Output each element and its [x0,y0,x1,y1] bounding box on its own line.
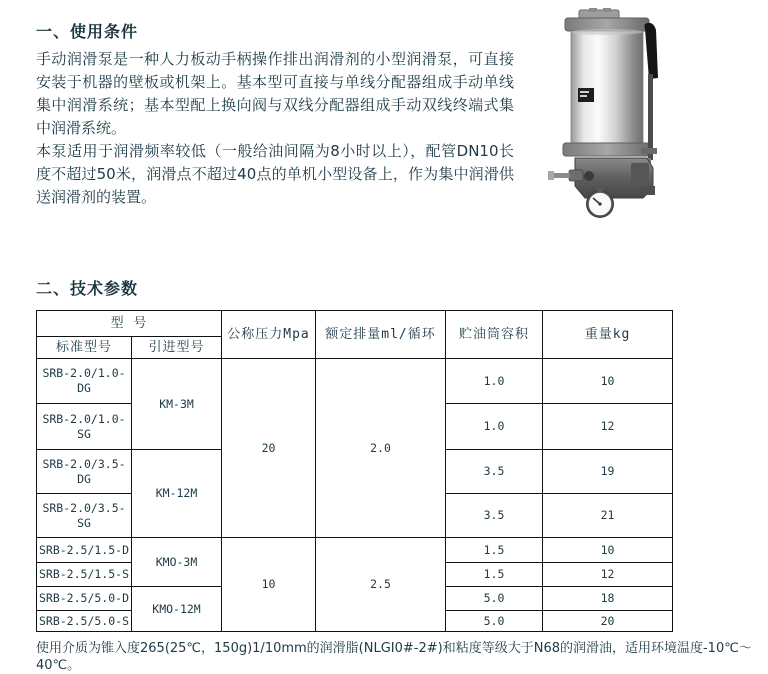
section1-heading: 一、使用条件 [36,22,139,41]
cell-standard-model: SRB-2.5/1.5-D [37,538,132,563]
cell-standard-model: SRB-2.5/5.0-D [37,587,132,611]
cell-weight: 10 [543,538,673,563]
cell-weight: 19 [543,450,673,494]
usage-paragraph-1: 手动润滑泵是一种人力板动手柄操作排出润滑剂的小型润滑泵，可直接安装于机器的壁板或机架上。基本型可直接与单线分配器组成手动单线集中润滑系统；基本型配上换向阀与双线分配器组成手动双线终端式集中润滑系统。 [36,50,514,137]
cell-capacity: 3.5 [446,450,543,494]
cell-standard-model: SRB-2.5/1.5-S [37,563,132,587]
cell-imported-model: KM-3M [132,359,222,450]
cell-imported-model: KM-12M [132,450,222,538]
medium-footnote: 使用介质为锥入度265(25℃，150g)1/10mm的润滑脂(NLGI0#-2#)和粘度等级大于N68的润滑油，适用环境温度-10℃～40℃。 [36,641,752,673]
cell-weight: 12 [543,563,673,587]
col-header-pressure: 公称压力Mpa [222,311,316,359]
cell-standard-model: SRB-2.0/3.5-DG [37,450,132,494]
usage-paragraph-2: 本泵适用于润滑频率较低（一般给油间隔为8小时以上），配管DN10长度不超过50米，润滑点不超过40点的单机小型设备上，作为集中润滑供送润滑剂的装置。 [36,142,514,206]
cell-displacement: 2.0 [316,359,446,538]
cell-standard-model: SRB-2.5/5.0-S [37,611,132,632]
table-row [37,538,673,563]
cell-weight: 12 [543,404,673,450]
col-header-displacement: 额定排量ml/循环 [316,311,446,359]
cell-weight: 20 [543,611,673,632]
cell-pressure: 20 [222,359,316,538]
cell-capacity: 3.5 [446,494,543,538]
col-header-model-group: 型 号 [37,311,222,337]
cell-capacity: 1.5 [446,538,543,563]
cell-standard-model: SRB-2.0/3.5-SG [37,494,132,538]
col-header-standard-model: 标准型号 [37,337,132,359]
cell-standard-model: SRB-2.0/1.0-SG [37,404,132,450]
cell-displacement: 2.5 [316,538,446,632]
col-header-capacity: 贮油筒容积 [446,311,543,359]
cell-weight: 18 [543,587,673,611]
pump-photo [545,8,675,223]
cell-weight: 21 [543,494,673,538]
cell-imported-model: KMO-12M [132,587,222,632]
cell-capacity: 5.0 [446,611,543,632]
cell-capacity: 1.5 [446,563,543,587]
cell-weight: 10 [543,359,673,404]
pump-illustration [545,8,675,223]
cell-capacity: 1.0 [446,404,543,450]
cell-pressure: 10 [222,538,316,632]
section2-heading: 二、技术参数 [36,279,139,298]
table-header-row-1 [37,311,673,337]
table-row [37,359,673,404]
col-header-weight: 重量kg [543,311,673,359]
spec-table [36,310,673,632]
cell-capacity: 5.0 [446,587,543,611]
cell-capacity: 1.0 [446,359,543,404]
col-header-imported-model: 引进型号 [132,337,222,359]
cell-standard-model: SRB-2.0/1.0-DG [37,359,132,404]
cell-imported-model: KMO-3M [132,538,222,587]
